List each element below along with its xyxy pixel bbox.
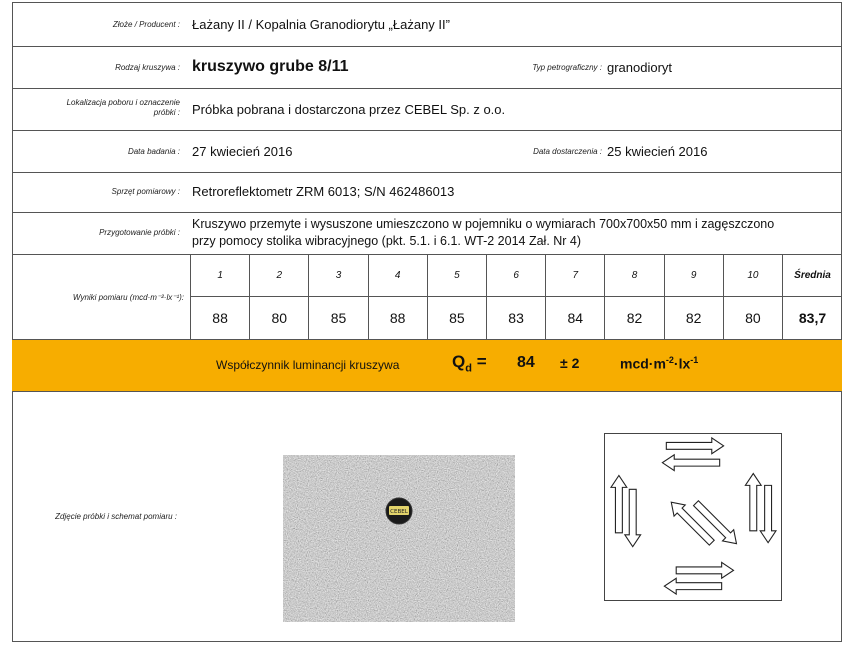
measurement-scheme bbox=[604, 433, 782, 601]
unit-mid: ·lx bbox=[673, 355, 691, 372]
coefficient-band bbox=[12, 339, 842, 392]
coefficient-label: Współczynnik luminancji kruszywa bbox=[216, 358, 400, 372]
results-label: Wyniki pomiaru (mcd·m⁻²·lx⁻¹): bbox=[72, 293, 184, 302]
petro-label: Typ petrograficzny : bbox=[532, 63, 602, 72]
result-header-3: 3 bbox=[308, 255, 367, 297]
arrow-right-down-icon bbox=[760, 485, 776, 542]
location-value: Próbka pobrana i dostarczona przez CEBEL Sp. z o.o. bbox=[192, 102, 506, 117]
result-value-10: 80 bbox=[723, 297, 782, 339]
delivery-date-label: Data dostarczenia : bbox=[533, 147, 602, 156]
coefficient-unit bbox=[620, 355, 698, 372]
result-header-2: 2 bbox=[249, 255, 308, 297]
result-value-6: 83 bbox=[486, 297, 545, 339]
photo-texture bbox=[283, 455, 515, 622]
aggregate-value: kruszywo grube 8/11 bbox=[192, 58, 349, 75]
result-value-7: 84 bbox=[545, 297, 604, 339]
result-value-4: 88 bbox=[368, 297, 427, 339]
row-producer bbox=[12, 2, 842, 47]
photo-label: Zdjęcie próbki i schemat pomiaru : bbox=[55, 512, 177, 521]
coefficient-value: 84 bbox=[517, 354, 535, 371]
device-label-text: CEBEL bbox=[390, 509, 408, 515]
arrow-bottom-right-icon bbox=[676, 562, 733, 578]
result-value-8: 82 bbox=[604, 297, 663, 339]
result-avg-value: 83,7 bbox=[782, 297, 842, 339]
unit-exp-1: -2 bbox=[665, 355, 674, 365]
result-header-6: 6 bbox=[486, 255, 545, 297]
sample-photo bbox=[283, 455, 515, 622]
producer-label: Złoże / Producent : bbox=[112, 20, 180, 29]
result-value-3: 85 bbox=[308, 297, 367, 339]
arrow-bottom-left-icon bbox=[664, 578, 721, 594]
arrow-top-right-icon bbox=[666, 438, 723, 454]
preparation-line-1: Kruszywo przemyte i wysuszone umieszczono w pojemniku o wymiarach 700x700x50 mm i zagęszczono bbox=[192, 217, 775, 231]
result-header-7: 7 bbox=[545, 255, 604, 297]
result-value-5: 85 bbox=[427, 297, 486, 339]
results-grid bbox=[190, 255, 842, 339]
result-header-1: 1 bbox=[190, 255, 249, 297]
unit-base: mcd·m bbox=[620, 355, 666, 372]
result-value-1: 88 bbox=[190, 297, 249, 339]
arrow-top-left-icon bbox=[662, 455, 719, 471]
location-label-2: próbki : bbox=[153, 108, 180, 117]
q-subscript: d bbox=[465, 362, 472, 375]
arrow-left-down-icon bbox=[625, 489, 641, 546]
arrow-right-up-icon bbox=[745, 474, 761, 531]
result-header-9: 9 bbox=[664, 255, 723, 297]
arrow-left-up-icon bbox=[611, 476, 627, 533]
aggregate-label: Rodzaj kruszywa : bbox=[115, 63, 180, 72]
q-equals: = bbox=[471, 352, 487, 371]
row-equipment bbox=[12, 173, 842, 213]
preparation-line-2: przy pomocy stolika wibracyjnego (pkt. 5.1. i 6.1. WT-2 2014 Zał. Nr 4) bbox=[192, 234, 582, 248]
delivery-date-value: 25 kwiecień 2016 bbox=[607, 144, 708, 159]
result-header-10: 10 bbox=[723, 255, 782, 297]
equipment-value: Retroreflektometr ZRM 6013; S/N 462486013 bbox=[192, 184, 455, 199]
petro-value: granodioryt bbox=[607, 60, 673, 75]
equipment-label: Sprzęt pomiarowy : bbox=[111, 187, 180, 196]
result-avg-header: Średnia bbox=[782, 255, 842, 297]
result-value-9: 82 bbox=[664, 297, 723, 339]
result-value-2: 80 bbox=[249, 297, 308, 339]
coefficient-uncertainty: ± 2 bbox=[560, 355, 580, 371]
row-aggregate bbox=[12, 47, 842, 89]
test-date-label: Data badania : bbox=[127, 147, 180, 156]
location-label-1: Lokalizacja poboru i oznaczenie bbox=[66, 98, 180, 107]
result-header-5: 5 bbox=[427, 255, 486, 297]
row-preparation bbox=[12, 213, 842, 255]
producer-value: Łażany II / Kopalnia Granodiorytu „Łażany II” bbox=[192, 17, 450, 32]
result-header-4: 4 bbox=[368, 255, 427, 297]
row-location bbox=[12, 89, 842, 131]
coefficient-symbol bbox=[452, 352, 487, 374]
preparation-label: Przygotowanie próbki : bbox=[99, 228, 180, 237]
row-dates bbox=[12, 131, 842, 173]
result-header-8: 8 bbox=[604, 255, 663, 297]
q-symbol: Q bbox=[452, 352, 466, 371]
test-date-value: 27 kwiecień 2016 bbox=[192, 144, 293, 159]
unit-exp-2: -1 bbox=[690, 355, 699, 365]
